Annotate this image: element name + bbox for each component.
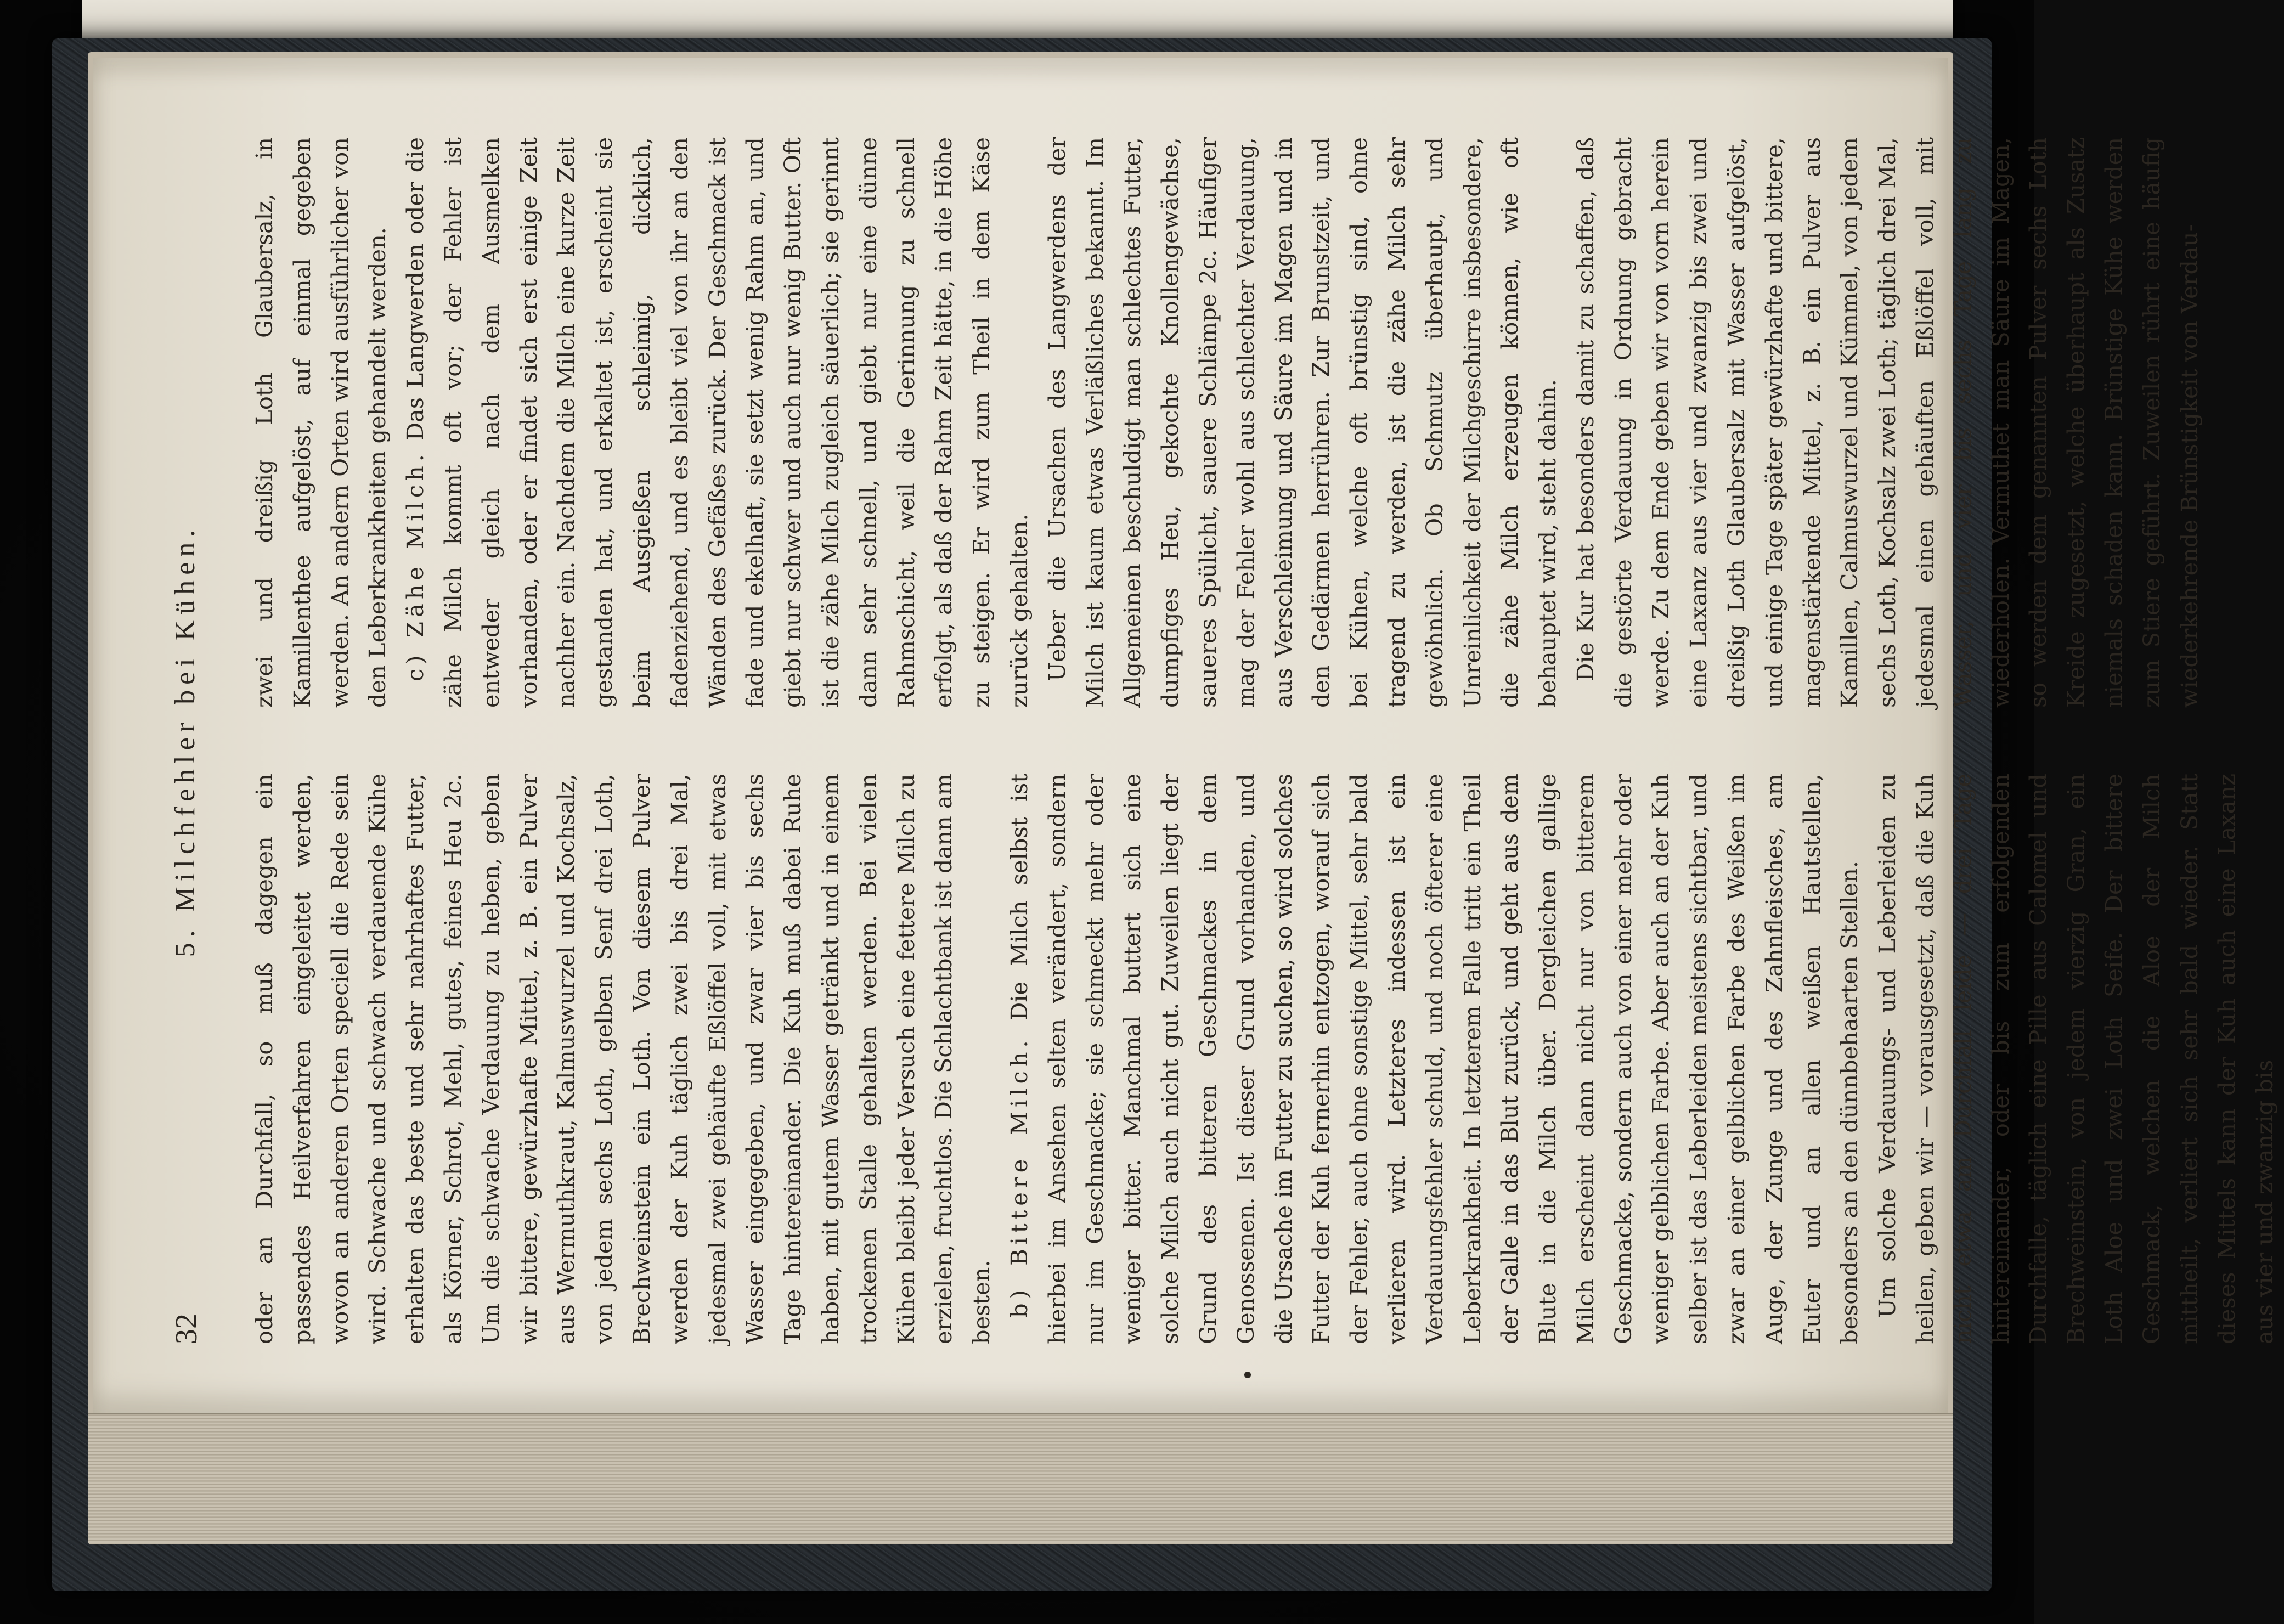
margin-mark — [1244, 1372, 1251, 1378]
paragraph: Ueber die Ursachen des Langwerdens der Milch ist kaum etwas Verläßliches bekannt. Im Allgemeinen beschuldigt man schlechtes Futter, dumpfiges Heu, gekochte Knollengewächse, saueres Spülicht, sauere Schlämpe 2c. Häufiger mag der Fehler wohl aus schlechter Verdauung, aus Verschleimung und Säure im Magen und in den Gedärmen herrühren. Zur Brunstzeit, und bei Kühen, welche oft brünstig sind, ohne tragend zu werden, ist die zähe Milch sehr gewöhnlich. Ob Schmutz überhaupt, und Unreinlichkeit der Milchgeschirre insbesondere, die zähe Milch erzeugen können, wie oft behauptet wird, steht dahin. — [1043, 137, 1561, 708]
section-paragraph — [397, 137, 1039, 708]
section-paragraph — [1001, 774, 1869, 1344]
paragraph-text: Das Langwerden oder die zähe Milch kommt oft vor; der Fehler ist entweder gleich nach dem Ausmelken vorhanden, oder er findet sich erst einige Zeit nachher ein. Nachdem die Milch eine kurze Zeit gestanden hat, und erkaltet ist, erscheint sie beim Ausgießen schleimig, dicklich, fadenziehend, und es bleibt viel von ihr an den Wänden des Gefäßes zurück. Der Geschmack ist fade und ekelhaft, sie setzt wenig Rahm an, und giebt nur schwer und auch nur wenig Butter. Oft ist die zähe Milch zugleich säuerlich; sie gerinnt dann sehr schnell, und giebt nur eine dünne Rahmschicht, weil die Gerinnung zu schnell erfolgt, als daß der Rahm Zeit hätte, in die Höhe zu steigen. Er wird zum Theil in dem Käse zurück gehalten. — [402, 137, 1033, 708]
paragraph: Die Kur hat besonders damit zu schaffen, daß die gestörte Verdauung in Ordnung gebracht werde. Zu dem Ende geben wir von vorn herein eine Laxanz aus vier und zwanzig bis zwei und dreißig Loth Glaubersalz mit Wasser aufgelöst, und einige Tage später gewürzhafte und bittere, magenstärkende Mittel, z. B. ein Pulver aus Kamillen, Calmuswurzel und Kümmel, von jedem sechs Loth, Kochsalz zwei Loth; täglich drei Mal, jedesmal einen gehäuften Eßlöffel voll, mit Wasser, und vier bis sechs Tage lang zu wiederholen. Vermuthet man Säure im Magen, so werden dem genannten Pulver sechs Loth Kreide zugesetzt, welche überhaupt als Zusatz niemals schaden kann. Brünstige Kühe werden zum Stiere geführt. Zuweilen rührt eine häufig wiederkehrende Brünstigkeit von Verdau- — [1571, 137, 2203, 708]
paragraph: Um solche Verdauungs- und Leberleiden zu heilen, geben wir — vorausgesetzt, daß die Kuh nicht etwa am Durchfall leide — drei Tage hintereinander, oder bis zum erfolgenden Durchfalle, täglich eine Pille aus Calomel und Brechweinstein, von jedem vierzig Gran, ein Loth Aloe und zwei Loth Seife. Der bittere Geschmack, welchen die Aloe der Milch mittheilt, verliert sich sehr bald wieder. Statt dieses Mittels kann der Kuh auch eine Laxanz aus vier und zwanzig bis — [1874, 774, 2279, 1344]
paragraph: oder an Durchfall, so muß dagegen ein passendes Heilverfahren eingeleitet werden, wovon an anderen Orten speciell die Rede sein wird. Schwache und schwach verdauende Kühe erhalten das beste und sehr nahrhaftes Futter, als Körner, Schrot, Mehl, gutes, feines Heu 2c. Um die schwache Verdauung zu heben, geben wir bittere, gewürzhafte Mittel, z. B. ein Pulver aus Wermuthkraut, Kalmuswurzel und Kochsalz, von jedem sechs Loth, gelben Senf drei Loth, Brechweinstein ein Loth. Von diesem Pulver werden der Kuh täglich zwei bis drei Mal, jedesmal zwei gehäufte Eßlöffel voll, mit etwas Wasser eingegeben, und zwar vier bis sechs Tage hintereinander. Die Kuh muß dabei Ruhe haben, mit gutem Wasser getränkt und in einem trockenen Stalle gehalten werden. Bei vielen Kühen bleibt jeder Versuch eine fettere Milch zu erzielen, fruchtlos. Die Schlachtbank ist dann am besten. — [251, 774, 995, 1344]
running-title: 5. Milchfehler bei Kühen. — [170, 524, 201, 957]
page-number: 32 — [170, 1313, 204, 1344]
page-content — [153, 137, 2279, 1344]
page-edges — [88, 1413, 1953, 1543]
text-column-right — [246, 137, 2203, 708]
paragraph-text: Die Milch selbst ist hierbei im Ansehen selten verändert, sondern nur im Geschmacke; sie schmeckt mehr oder weniger bitter. Manchmal buttert sich eine solche Milch auch nicht gut. Zuweilen liegt der Grund des bitteren Geschmackes in dem Genossenen. Ist dieser Grund vorhanden, und die Ursache im Futter zu suchen, so wird solches Futter der Kuh fernerhin entzogen, worauf sich der Fehler, auch ohne sonstige Mittel, sehr bald verlieren wird. Letzteres indessen ist ein Verdauungsfehler schuld, und noch öfterer eine Leberkrankheit. In letzterem Falle tritt ein Theil der Galle in das Blut zurück, und geht aus dem Blute in die Milch über. Dergleichen gallige Milch erscheint dann nicht nur von bitterem Geschmacke, sondern auch von einer mehr oder weniger gelblichen Farbe. Aber auch an der Kuh selber ist das Leberleiden meistens sichtbar, und zwar an einer gelblichen Farbe des Weißen im Auge, der Zunge und des Zahnfleisches, am Euter und an allen weißen Hautstellen, besonders an den dünnbehaarten Stellen. — [1005, 773, 1863, 1344]
section-heading: b) Bittere Milch. — [1005, 1036, 1033, 1318]
paragraph: zwei und dreißig Loth Glaubersalz, in Kamillenthee aufgelöst, auf einmal gegeben werden. An andern Orten wird ausführlicher von den Leberkrankheiten gehandelt werden. — [251, 137, 391, 708]
section-heading: c) Zähe Milch. — [402, 450, 429, 681]
running-head — [153, 137, 213, 1344]
text-column-left — [246, 773, 2279, 1344]
